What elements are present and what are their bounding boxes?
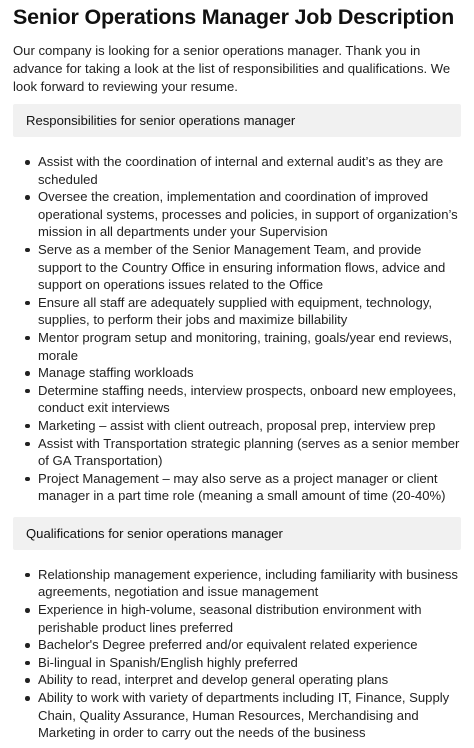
list-item bbox=[38, 241, 461, 294]
bullet-icon bbox=[25, 389, 30, 394]
bullet-icon bbox=[25, 160, 30, 165]
bullet-icon bbox=[25, 195, 30, 200]
page-title: Senior Operations Manager Job Description bbox=[13, 5, 455, 29]
list-item bbox=[38, 654, 461, 672]
list-item bbox=[38, 435, 461, 470]
bullet-icon bbox=[25, 643, 30, 648]
list-item bbox=[38, 470, 461, 505]
list-item-text: Serve as a member of the Senior Management Team, and provide support to the Country Office in ensuring information flows, advice and support on operations issues related to the Office bbox=[38, 241, 446, 293]
list-item bbox=[38, 294, 461, 329]
list-item bbox=[38, 382, 461, 417]
bullet-icon bbox=[25, 336, 30, 341]
list-item-text: Assist with the coordination of internal and external audit’s as they are scheduled bbox=[38, 154, 444, 187]
list-item-text: Manage staffing workloads bbox=[38, 365, 194, 381]
bullet-icon bbox=[25, 442, 30, 447]
bullet-icon bbox=[25, 661, 30, 666]
qualifications-heading: Qualifications for senior operations manager bbox=[13, 517, 461, 550]
list-item bbox=[38, 364, 461, 382]
responsibilities-list bbox=[13, 153, 461, 505]
bullet-icon bbox=[25, 608, 30, 613]
list-item-text: Bi-lingual in Spanish/English highly preferred bbox=[38, 654, 298, 670]
list-item bbox=[38, 329, 461, 364]
list-item-text: Ability to read, interpret and develop general operating plans bbox=[38, 672, 389, 688]
bullet-icon bbox=[25, 371, 30, 376]
list-item bbox=[38, 188, 461, 241]
list-item-text: Bachelor's Degree preferred and/or equivalent related experience bbox=[38, 637, 418, 653]
list-item-text: Assist with Transportation strategic planning (serves as a senior member of GA Transportation) bbox=[38, 435, 460, 469]
list-item bbox=[38, 636, 461, 654]
list-item-text: Marketing – assist with client outreach, proposal prep, interview prep bbox=[38, 417, 436, 433]
list-item bbox=[38, 601, 461, 636]
list-item-text: Relationship management experience, including familiarity with business agreements, negotiation and issue management bbox=[38, 566, 458, 600]
bullet-icon bbox=[25, 424, 30, 429]
list-item bbox=[38, 417, 461, 435]
list-item bbox=[38, 671, 461, 689]
bullet-icon bbox=[25, 678, 30, 683]
bullet-icon bbox=[25, 301, 30, 306]
list-item-text: Oversee the creation, implementation and coordination of improved operational systems, processes and policies, in support of organization’s mission in all departments under your Supervision bbox=[38, 189, 458, 240]
bullet-icon bbox=[25, 573, 30, 578]
intro-paragraph: Our company is looking for a senior operations manager. Thank you in advance for taking a look at the list of responsibilities and qualifications. We look forward to reviewing your resume. bbox=[13, 43, 451, 94]
list-item-text: Ability to work with variety of departments including IT, Finance, Supply Chain, Quality Assurance, Human Resources, Merchandising and Marketing in order to carry out the needs of the business bbox=[38, 690, 450, 741]
responsibilities-heading: Responsibilities for senior operations manager bbox=[13, 104, 461, 137]
list-item-text: Mentor program setup and monitoring, training, goals/year end reviews, morale bbox=[38, 329, 453, 363]
list-item bbox=[38, 566, 461, 601]
list-item bbox=[38, 689, 461, 742]
list-item-text: Determine staffing needs, interview prospects, onboard new employees, conduct exit interviews bbox=[38, 382, 457, 416]
bullet-icon bbox=[25, 696, 30, 701]
list-item-text: Project Management – may also serve as a project manager or client manager in a part time role (meaning a small amount of time (20-40%) bbox=[38, 470, 446, 504]
bullet-icon bbox=[25, 248, 30, 253]
bullet-icon bbox=[25, 477, 30, 482]
list-item bbox=[38, 153, 461, 188]
list-item-text: Ensure all staff are adequately supplied with equipment, technology, supplies, to perform their jobs and maximize billability bbox=[38, 294, 433, 328]
list-item-text: Experience in high-volume, seasonal distribution environment with perishable product lines preferred bbox=[38, 602, 422, 635]
qualifications-list bbox=[13, 566, 461, 742]
